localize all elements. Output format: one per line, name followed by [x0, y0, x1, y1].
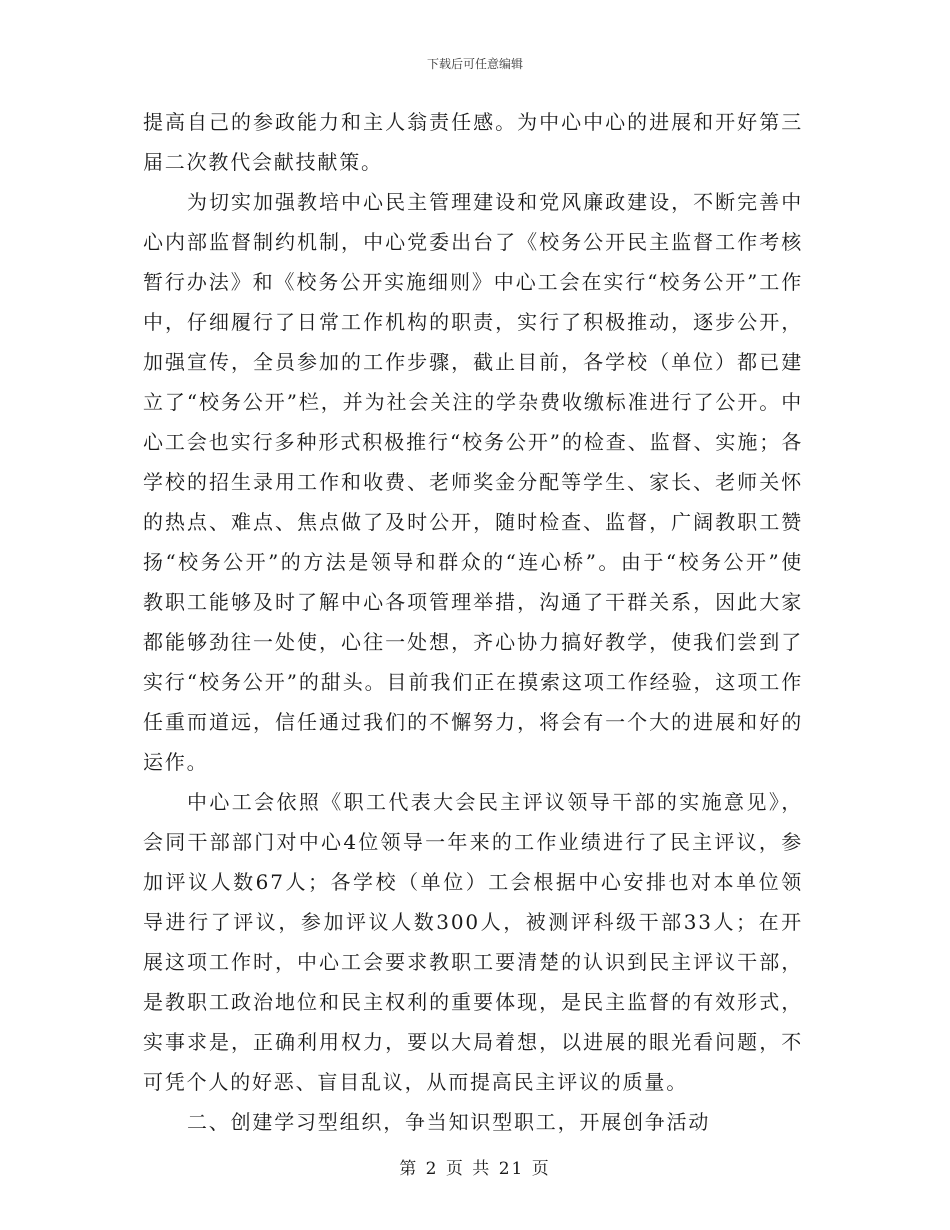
- document-body: [143, 102, 803, 1142]
- page-number-footer: 第 2 页 共 21 页: [399, 1159, 551, 1179]
- paragraph-3: 中心工会依照《职工代表大会民主评议领导干部的实施意见》，会同干部部门对中心4位领导一年来的工作业绩进行了民主评议，参加评议人数67人；各学校（单位）工会根据中心安排也对本单位领导进行了评议，参加评议人数300人，被测评科级干部33人；在开展这项工作时，中心工会要求教职工要清楚的认识到民主评议干部，是教职工政治地位和民主权利的重要体现，是民主监督的有效形式，实事求是，正确利用权力，要以大局着想，以进展的眼光看问题，不可凭个人的好恶、盲目乱议，从而提高民主评议的质量。: [143, 790, 803, 1094]
- header-note: 下载后可任意编辑: [426, 57, 523, 71]
- section-heading: 二、创建学习型组织，争当知识型职工，开展创争活动: [187, 1110, 711, 1134]
- paragraph-2: 为切实加强教培中心民主管理建设和党风廉政建设，不断完善中心内部监督制约机制，中心党委出台了《校务公开民主监督工作考核暂行办法》和《校务公开实施细则》中心工会在实行“校务公开”工作中，仔细履行了日常工作机构的职责，实行了积极推动，逐步公开，加强宣传，全员参加的工作步骤，截止目前，各学校（单位）都已建立了“校务公开”栏，并为社会关注的学杂费收缴标准进行了公开。中心工会也实行多种形式积极推行“校务公开”的检查、监督、实施；各学校的招生录用工作和收费、老师奖金分配等学生、家长、老师关怀的热点、难点、焦点做了及时公开，随时检查、监督，广阔教职工赞扬“校务公开”的方法是领导和群众的“连心桥”。由于“校务公开”使教职工能够及时了解中心各项管理举措，沟通了干群关系，因此大家都能够劲往一处使，心往一处想，齐心协力搞好教学，使我们尝到了实行“校务公开”的甜头。目前我们正在摸索这项工作经验，这项工作任重而道远，信任通过我们的不懈努力，将会有一个大的进展和好的运作。: [143, 190, 803, 774]
- paragraph-1: 提高自己的参政能力和主人翁责任感。为中心中心的进展和开好第三届二次教代会献技献策。: [143, 110, 803, 174]
